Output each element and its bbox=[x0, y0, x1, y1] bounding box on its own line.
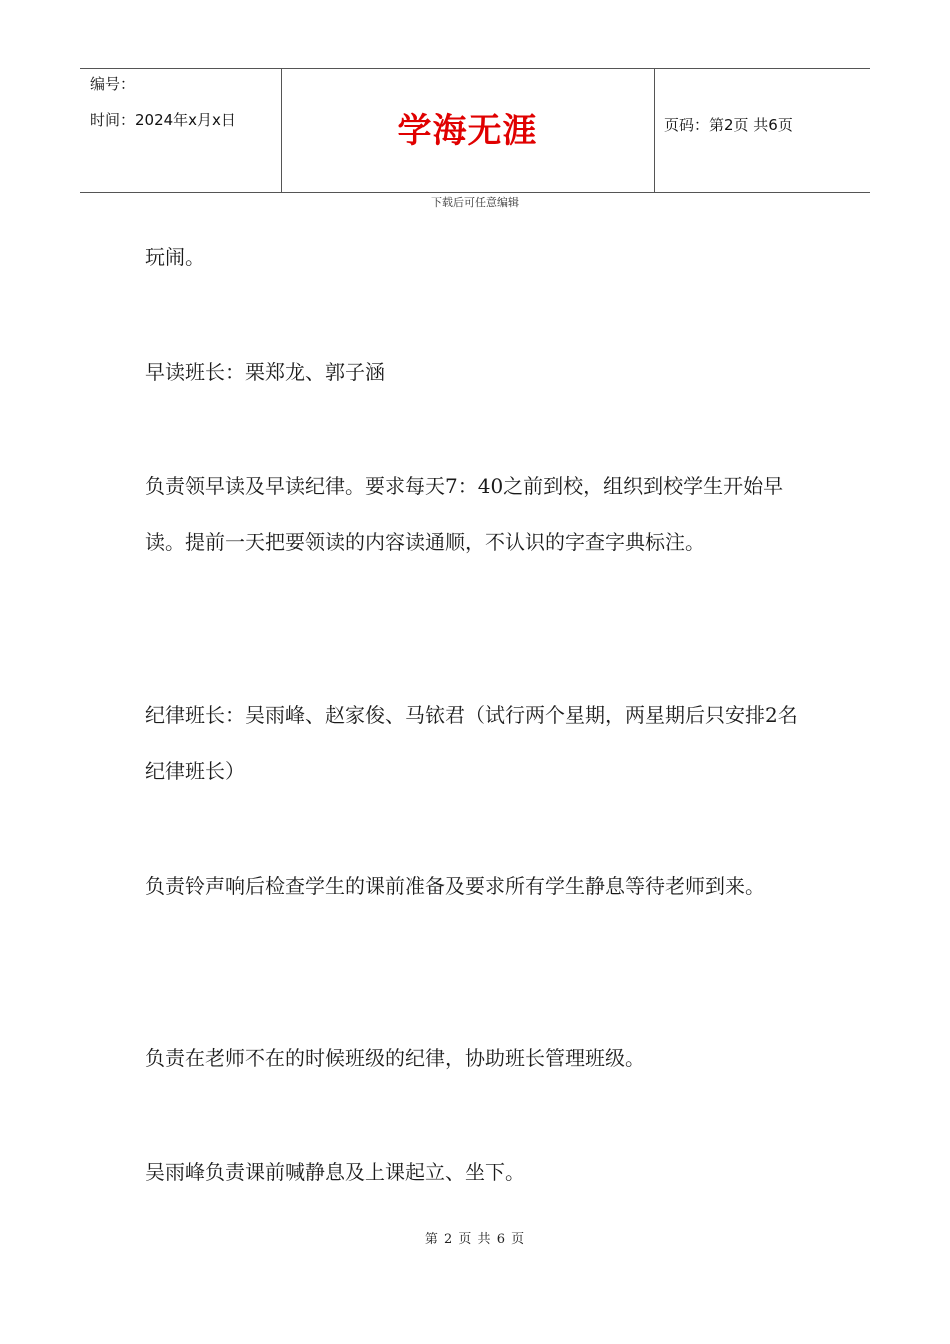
paragraph-5 bbox=[145, 858, 810, 914]
document-header bbox=[80, 68, 870, 193]
paragraph-2 bbox=[145, 344, 810, 400]
paragraph-text: 早读班长：栗郑龙、郭子涵 bbox=[145, 360, 385, 384]
header-page-label: 页码：第2页 共6页 bbox=[664, 116, 793, 134]
footer-page-number: 第 2 页 共 6 页 bbox=[424, 1232, 526, 1247]
paragraph-text: 吴雨峰负责课前喊静息及上课起立、坐下。 bbox=[145, 1160, 525, 1184]
paragraph-6 bbox=[145, 1030, 810, 1086]
paragraph-3 bbox=[145, 458, 810, 570]
paragraph-7 bbox=[145, 1144, 810, 1200]
paragraph-4 bbox=[145, 687, 810, 799]
paragraph-text: 纪律班长：吴雨峰、赵家俊、马铱君（试行两个星期，两星期后只安排2名纪律班长） bbox=[145, 703, 798, 783]
header-time-label: 时间：2024年x月x日 bbox=[90, 111, 236, 129]
paragraph-text: 负责铃声响后检查学生的课前准备及要求所有学生静息等待老师到来。 bbox=[145, 874, 765, 898]
header-number-label: 编号： bbox=[90, 75, 136, 93]
paragraph-text: 负责领早读及早读纪律。要求每天7：40之前到校，组织到校学生开始早读。提前一天把要领读的内容读通顺，不认识的字查字典标注。 bbox=[145, 474, 784, 554]
paragraph-text: 玩闹。 bbox=[145, 245, 205, 269]
header-title: 学海无涯 bbox=[397, 111, 538, 151]
download-note: 下载后可任意编辑 bbox=[431, 196, 519, 209]
header-divider-right bbox=[654, 69, 655, 192]
paragraph-1 bbox=[145, 229, 810, 285]
paragraph-text: 负责在老师不在的时候班级的纪律，协助班长管理班级。 bbox=[145, 1046, 645, 1070]
